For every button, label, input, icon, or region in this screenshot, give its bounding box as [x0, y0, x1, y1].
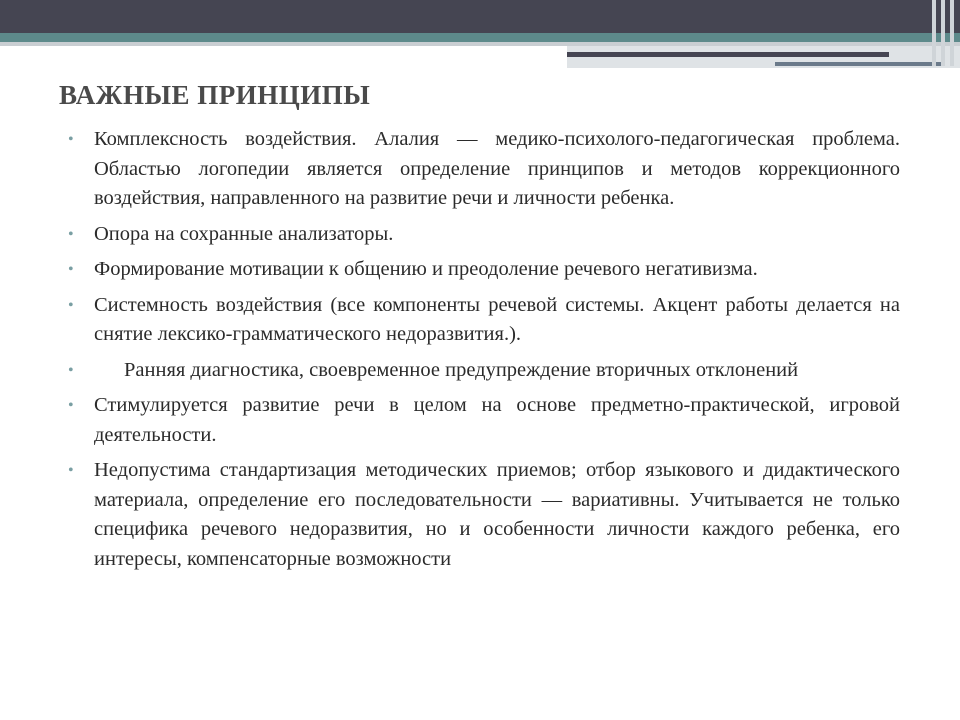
list-item-text: Формирование мотивации к общению и преодоление речевого негативизма. [94, 258, 758, 280]
header-right-line [567, 52, 889, 57]
header-teal-band [0, 33, 960, 42]
list-item [68, 255, 900, 285]
bullet-icon: • [68, 296, 74, 314]
bullet-icon: • [68, 397, 74, 414]
slide-title: ВАЖНЫЕ ПРИНЦИПЫ [59, 80, 371, 110]
list-item [68, 391, 900, 450]
header-right-line-secondary [775, 62, 945, 66]
corner-bar [941, 0, 945, 66]
list-item [68, 291, 900, 350]
bullet-icon: • [68, 462, 74, 479]
list-item-text: Опора на сохранные анализаторы. [94, 222, 394, 245]
list-item [68, 456, 900, 574]
corner-bar [950, 0, 954, 66]
list-item [68, 220, 900, 250]
list-item [68, 356, 900, 386]
list-item-text: Стимулируется развитие речи в целом на основе предметно-практической, игровой деятельности. [94, 394, 900, 446]
bullet-icon: • [68, 225, 74, 243]
list-item [68, 125, 900, 214]
list-item-text: Недопустима стандартизация методических приемов; отбор языкового и дидактического материала, определение его последовательности — вариативны. Учитывается не только специфика речевого недоразвития, но и особенности личности каждого ребенка, его интересы, компенсаторные возможности [94, 459, 900, 570]
corner-bar [932, 0, 936, 66]
corner-decoration [930, 0, 960, 66]
principles-list [68, 125, 900, 580]
list-item-text: Системность воздействия (все компоненты речевой системы. Акцент работы делается на снятие лексико-грамматического недоразвития.). [94, 293, 900, 345]
bullet-icon: • [68, 261, 74, 278]
list-item-text: Комплексность воздействия. Алалия — медико-психолого-педагогическая проблема. Областью логопедии является определение принципов и методов коррекционного воздействия, направленного на развитие речи и личности ребенка. [94, 128, 900, 209]
list-item-text: Ранняя диагностика, своевременное предупреждение вторичных отклонений [124, 358, 799, 381]
bullet-icon: • [68, 361, 74, 379]
bullet-icon: • [68, 131, 74, 148]
header-dark-band [0, 0, 960, 33]
